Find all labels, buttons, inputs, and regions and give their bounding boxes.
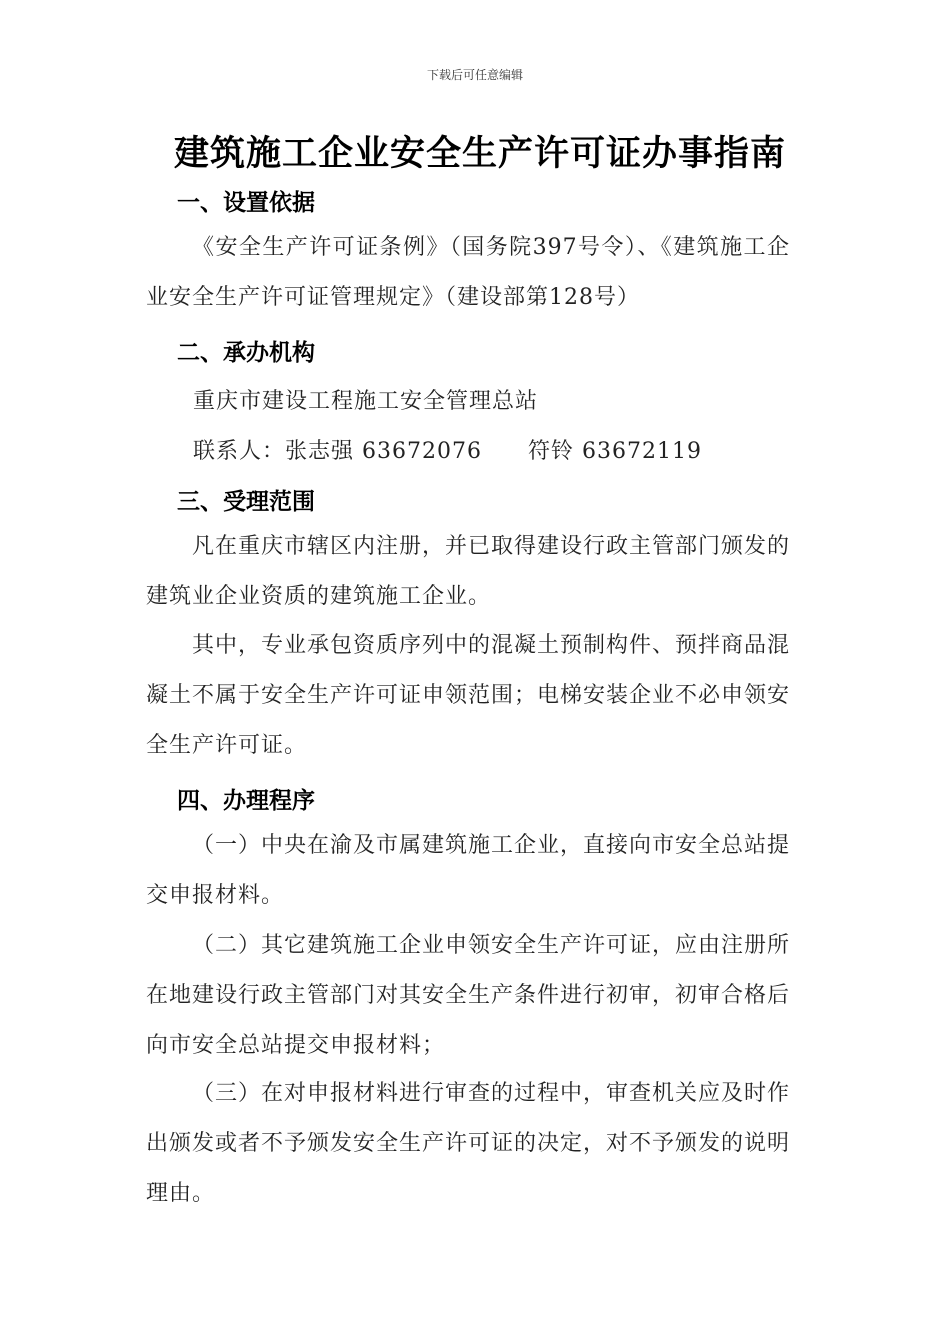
procedure-step-3: （三）在对申报材料进行审查的过程中，审查机关应及时作出颁发或者不予颁发安全生产许可证的决定，对不予颁发的说明理由。: [146, 1081, 791, 1206]
agency-name: 重庆市建设工程施工安全管理总站: [193, 389, 539, 414]
basis-paragraph: 《安全生产许可证条例》（国务院397号令）、《建筑施工企业安全生产许可证管理规定》（建设部第128号）: [146, 235, 790, 310]
header-note: 下载后可任意编辑: [426, 68, 523, 82]
section-heading-basis: 一、设置依据: [177, 190, 315, 216]
scope-paragraph-1: 凡在重庆市辖区内注册，并已取得建设行政主管部门颁发的建筑业企业资质的建筑施工企业。: [146, 534, 791, 609]
procedure-step-1: （一）中央在渝及市属建筑施工企业，直接向市安全总站提交申报材料。: [146, 833, 791, 908]
section-heading-agency: 二、承办机构: [177, 340, 315, 366]
section-heading-procedure: 四、办理程序: [177, 788, 315, 814]
document-title: 建筑施工企业安全生产许可证办事指南: [173, 133, 786, 174]
procedure-step-2: （二）其它建筑施工企业申领安全生产许可证，应由注册所在地建设行政主管部门对其安全生产条件进行初审，初审合格后向市安全总站提交申报材料；: [146, 933, 791, 1058]
scope-paragraph-2: 其中，专业承包资质序列中的混凝土预制构件、预拌商品混凝土不属于安全生产许可证申领范围；电梯安装企业不必申领安全生产许可证。: [146, 633, 791, 758]
contact-line: 联系人：张志强 63672076 符铃 63672119: [193, 439, 702, 464]
section-heading-scope: 三、受理范围: [177, 489, 315, 515]
